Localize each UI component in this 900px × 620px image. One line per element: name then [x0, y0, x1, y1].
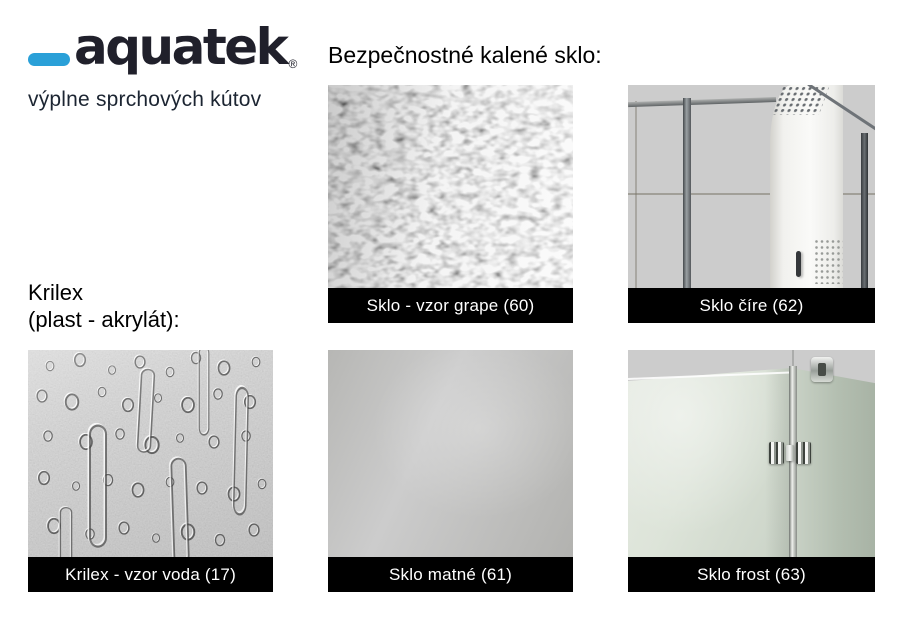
chrome-hinge [769, 442, 811, 464]
texture-matte-glass [328, 350, 573, 557]
wall-bracket [811, 357, 833, 382]
photo-clear-glass-shower [628, 85, 875, 288]
heading-tempered-glass: Bezpečnostné kalené sklo: [328, 42, 602, 68]
hinge-block-center [786, 445, 794, 461]
texture-water-drops [28, 350, 273, 557]
heading-krilex-line1: Krilex [28, 280, 84, 305]
brand-header [28, 14, 308, 111]
heading-krilex [28, 279, 180, 333]
sample-card-grape[interactable] [328, 85, 573, 323]
sample-caption: Sklo - vzor grape (60) [328, 288, 573, 323]
registered-trademark-mark: ® [288, 57, 298, 71]
sample-caption: Sklo matné (61) [328, 557, 573, 592]
sample-card-cire[interactable] [628, 85, 875, 323]
texture-shading [328, 85, 573, 288]
shower-handle [796, 251, 801, 277]
chrome-top-rail [628, 97, 776, 107]
heading-krilex-line2: (plast - akrylát): [28, 307, 180, 332]
body-jets-grid [815, 240, 843, 284]
logo-wordmark: aquatek [74, 18, 287, 76]
photo-frost-glass-corner [628, 350, 875, 557]
texture-shading [28, 350, 273, 557]
sample-card-matne[interactable] [328, 350, 573, 592]
sample-card-frost[interactable] [628, 350, 875, 592]
sample-caption: Krilex - vzor voda (17) [28, 557, 273, 592]
chrome-wall-profile [683, 98, 691, 288]
brand-tagline: výplne sprchových kútov [28, 88, 262, 111]
sample-caption: Sklo frost (63) [628, 557, 875, 592]
aquatek-logo [28, 14, 308, 80]
bracket-hole [818, 363, 826, 376]
sample-caption: Sklo číre (62) [628, 288, 875, 323]
glass-side-profile [861, 133, 868, 288]
logo-dash-icon [28, 53, 70, 66]
hinge-block-right [796, 442, 811, 464]
texture-grape [328, 85, 573, 288]
hinge-block-left [769, 442, 784, 464]
texture-shading [328, 350, 573, 557]
tile-grout-line [635, 101, 637, 288]
sample-card-voda[interactable] [28, 350, 273, 592]
